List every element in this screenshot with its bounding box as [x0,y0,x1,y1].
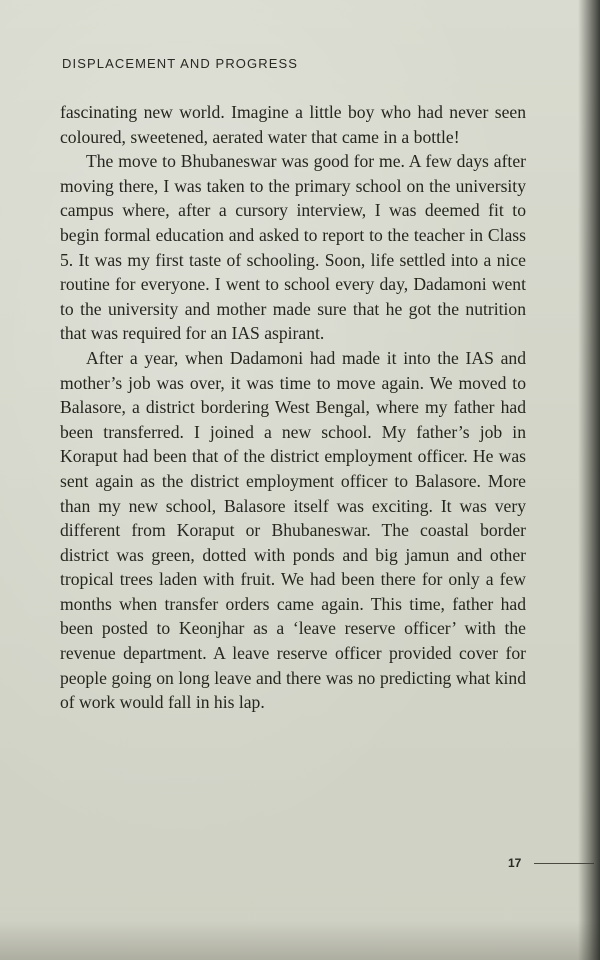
running-head: DISPLACEMENT AND PROGRESS [62,56,299,71]
paragraph-bhubaneswar: The move to Bhubaneswar was good for me. A few days after moving there, I was taken to the primary school on the university campus where, after a cursory interview, I was deemed fit to begin formal education and asked to report to the teacher in Class 5. It was my first taste of schooling. Soon, life settled into a nice routine for everyone. I went to school every day, Dadamoni went to the university and mother made sure that he got the nutrition that was required for an IAS aspirant. [60,151,526,344]
body-text [60,100,526,715]
page-number: 17 [508,856,522,870]
binding-shadow [578,0,600,960]
paragraph-continuation: fascinating new world. Imagine a little boy who had never seen coloured, sweetened, aerated water that came in a bottle! [60,102,526,147]
paragraph-balasore: After a year, when Dadamoni had made it into the IAS and mother’s job was over, it was time to move again. We moved to Balasore, a district bordering West Bengal, where my father had been transferred. I joined a new school. My father’s job in Koraput had been that of the district employment officer. He was sent again as the district employment officer to Balasore. More than my new school, Balasore itself was exciting. It was very different from Koraput or Bhubaneswar. The coastal border district was green, dotted with ponds and big jamun and other tropical trees laden with fruit. We had been there for only a few months when transfer orders came again. This time, father had been posted to Keonjhar as a ‘leave reserve officer’ with the revenue department. A leave reserve officer provided cover for people going on long leave and there was no predicting what kind of work would fall in his lap. [60,347,526,713]
book-page [52,0,528,960]
page-bottom-shadow [0,920,600,960]
